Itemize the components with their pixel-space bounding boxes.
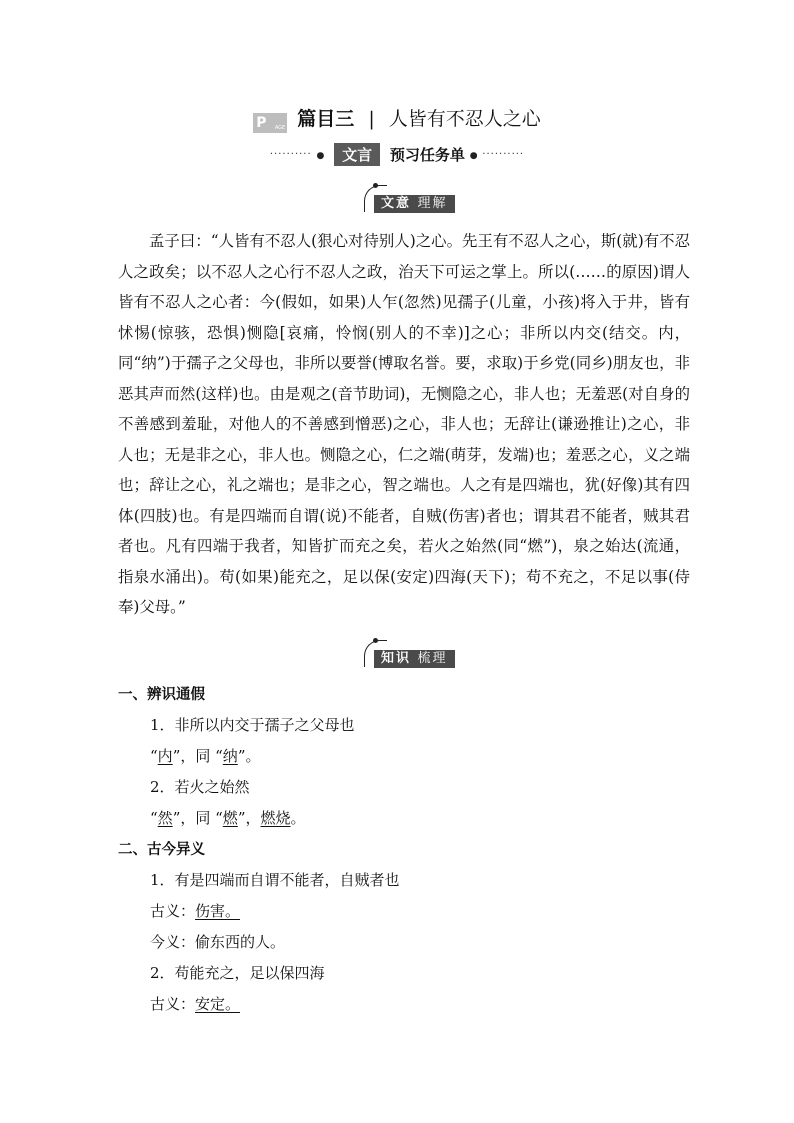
subtitle-box: 文言 xyxy=(334,143,380,166)
badge-label: 知识 梳理 xyxy=(374,650,455,668)
title-prefix: 篇目三 xyxy=(297,108,355,130)
item-4: 2．苟能充之，足以保四海 xyxy=(150,964,325,982)
badge-label: 文意 理解 xyxy=(374,195,455,213)
badge-dot-icon xyxy=(373,638,378,643)
bullet-right-icon: ● xyxy=(469,151,478,161)
jin-yi-1: 今义：偷东西的人。 xyxy=(150,933,286,951)
dots-left: ·········· xyxy=(269,149,312,160)
page-logo-icon: P AGE xyxy=(253,113,287,133)
badge-dot-icon xyxy=(373,183,378,188)
bullet-left-icon: ● xyxy=(316,151,325,161)
title-main: 人皆有不忍人之心 xyxy=(388,108,541,130)
subtitle-row xyxy=(0,143,794,166)
section-badge-meaning xyxy=(364,193,474,215)
note-1: “内”，同 “纳”。 xyxy=(150,747,261,765)
subtitle-text: 预习任务单 xyxy=(389,146,465,164)
heading-tongjia: 一、辨识通假 xyxy=(118,687,205,703)
section-badge-knowledge xyxy=(364,648,474,670)
item-1: 1．非所以内交于孺子之父母也 xyxy=(150,716,355,734)
item-3: 1．有是四端而自谓不能者，自贼者也 xyxy=(150,871,400,889)
dots-right: ·········· xyxy=(482,149,525,160)
passage-text: 孟子曰：“人皆有不忍人(狠心对待别人)之心。先王有不忍人之心，斯(就)有不忍人之政矣；以不忍人之心行不忍人之政，治天下可运之掌上。所以(……的原因)谓人皆有不忍人之心者：今(假如，如果)人乍(忽然)见孺子(儿童，小孩)将入于井，皆有怵惕(惊骇，恐惧)恻隐[哀痛，怜悯(别人的不幸)]之心；非所以内交(结交。内，同“纳”)于孺子之父母也，非所以要誉(博取名誉。要，求取)于乡党(同乡)朋友也，非恶其声而然(这样)也。由是观之(音节助词)，无恻隐之心，非人也；无羞恶(对自身的不善感到羞耻，对他人的不善感到憎恶)之心，非人也；无辞让(谦逊推让)之心，非人也；无是非之心，非人也。恻隐之心，仁之端(萌芽，发端)也；羞恶之心，义之端也；辞让之心，礼之端也；是非之心，智之端也。人之有是四端也，犹(好像)其有四体(四肢)也。有是四端而自谓(说)不能者，自贼(伤害)者也；谓其君不能者，贼其君者也。凡有四端于我者，知皆扩而充之矣，若火之始然(同“燃”)，泉之始达(流通，指泉水涌出)。苟(如果)能充之，足以保(安定)四海(天下)；苟不充之，不足以事(侍奉)父母。” xyxy=(118,232,690,616)
gu-yi-1: 古义：伤害。 xyxy=(150,902,241,920)
classical-passage xyxy=(118,226,690,623)
gu-yi-2: 古义：安定。 xyxy=(150,995,241,1013)
item-2: 2．若火之始然 xyxy=(150,778,250,796)
note-2: “然”，同 “燃”，燃烧。 xyxy=(150,809,306,827)
heading-gujin: 二、古今异义 xyxy=(118,842,205,858)
title-separator: | xyxy=(368,108,375,130)
page-title xyxy=(0,104,794,133)
